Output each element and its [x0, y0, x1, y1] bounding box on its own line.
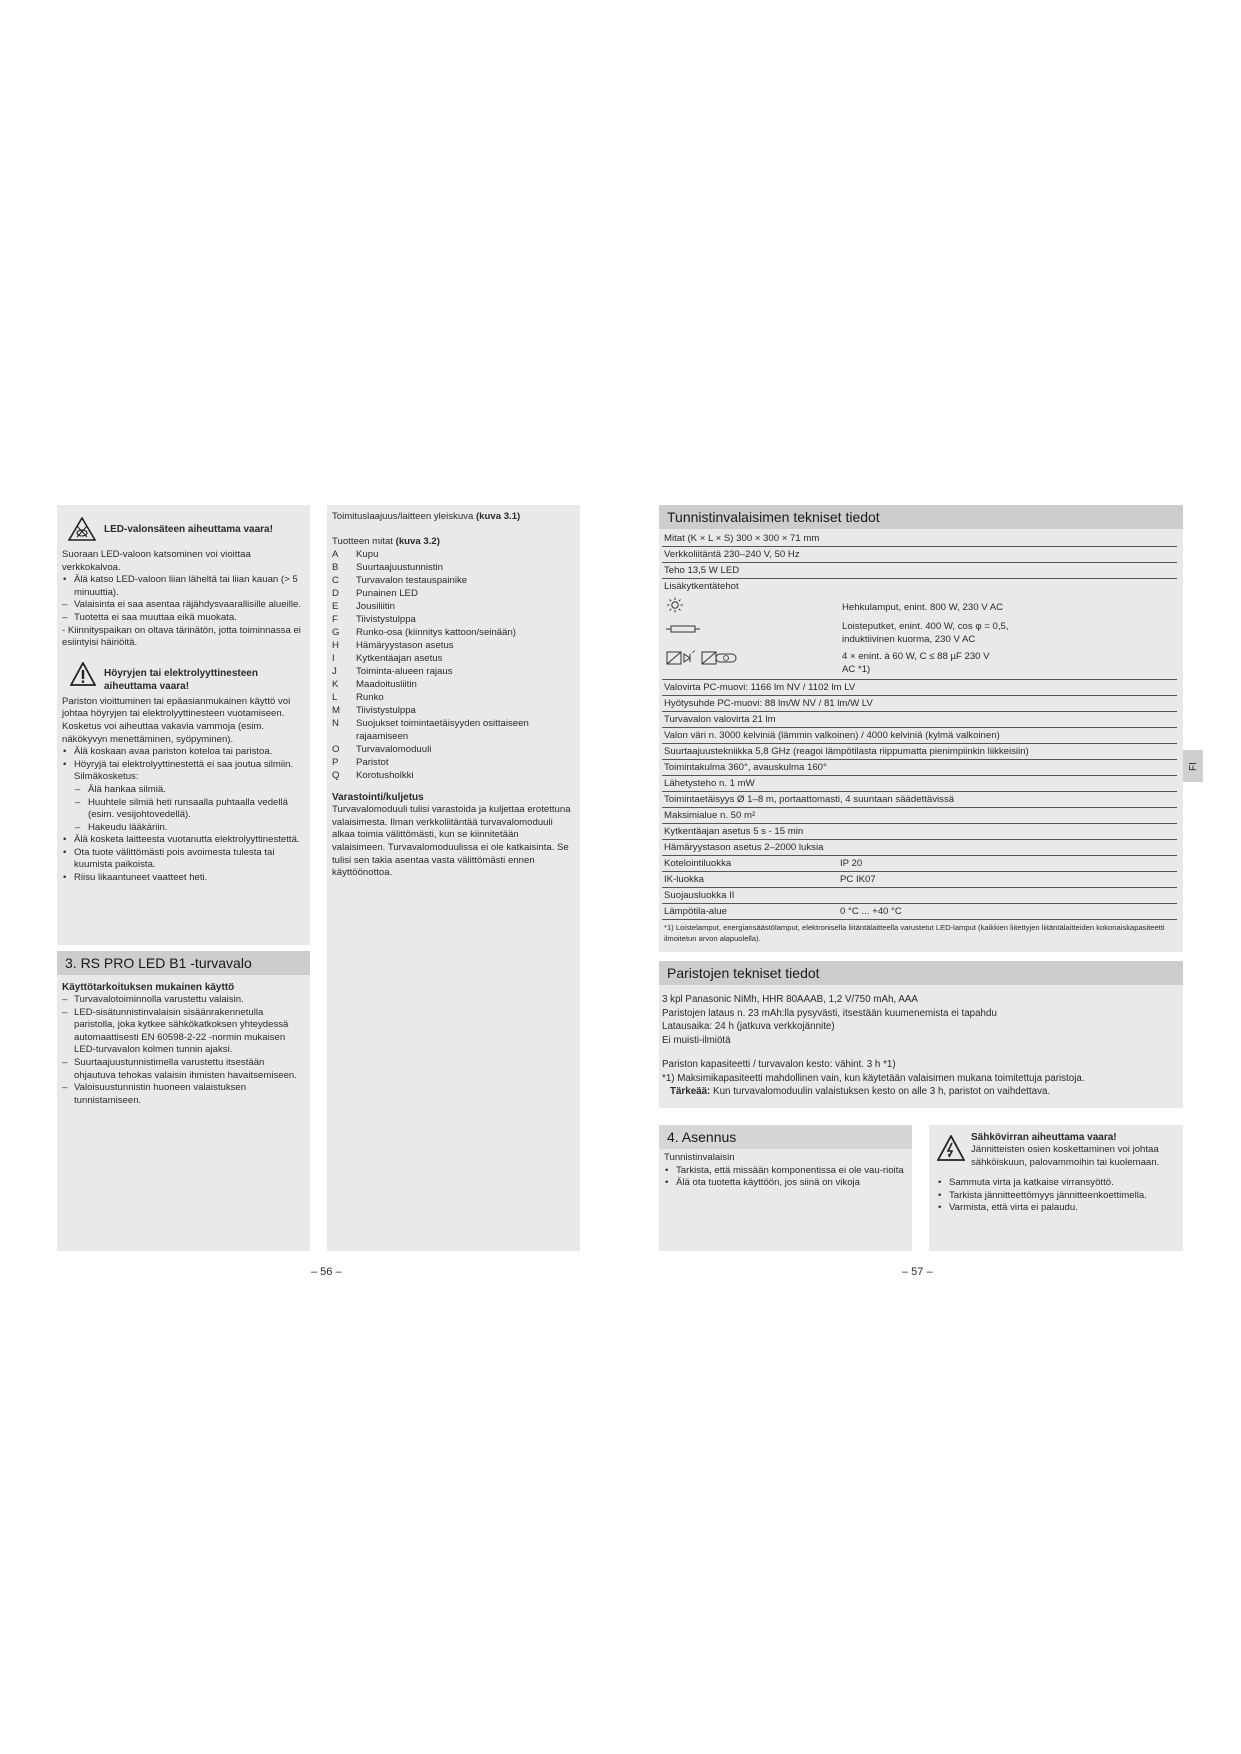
part-row [332, 639, 574, 652]
list-item: • Sammuta virta ja katkaise virransyöttö. [937, 1177, 1177, 1190]
spec-row: Mitat (K × L × S) 300 × 300 × 71 mm [662, 531, 1177, 547]
list-item: – Älä hankaa silmiä. [62, 784, 304, 797]
list-item: • Älä ota tuotetta käyttöön, jos siinä on vikoja [664, 1177, 906, 1190]
part-row [332, 613, 574, 626]
section3-dashes [62, 994, 304, 1107]
part-letter: Q [332, 770, 340, 782]
part-letter: M [332, 705, 340, 717]
spec-row: Turvavalon valovirta 21 lm [662, 712, 1177, 728]
spec-row: Hämäryystason asetus 2–2000 luksia [662, 840, 1177, 856]
led-warning-intro: Suoraan LED-valoon katsominen voi vioittaa verkkokalvoa. [62, 549, 251, 573]
scope-line-1: Toimituslaajuus/laitteen yleiskuva (kuva 3.1) [332, 511, 521, 522]
part-letter: D [332, 588, 339, 600]
part-row [332, 769, 574, 782]
led-warning-heading [62, 517, 304, 541]
list-item: – Suurtaajuustunnistimella varustettu itsestään ohjautuva tehokas valaisin ihmisten havaitsemiseen. [62, 1057, 304, 1082]
part-label: Paristot [356, 757, 389, 769]
electric-warning-bullets [937, 1177, 1177, 1215]
part-row [332, 574, 574, 587]
list-item: • Ota tuote välittömästi pois avoimesta tulesta tai kuumista paikoista. [62, 847, 304, 872]
part-label: Tiivistystulppa [356, 614, 416, 626]
battery-warning-subdashes [62, 784, 304, 834]
electric-warning-text: Jännitteisten osien koskettaminen voi johtaa sähköiskuun, palovammoihin tai kuolemaan. [971, 1144, 1160, 1168]
list-item: • Tarkista, että missään komponentissa ei ole vau-rioita [664, 1165, 906, 1178]
spec-rows-pairs [662, 856, 1177, 920]
list-item: • Älä kosketa laitteesta vuotanutta elektrolyyttinestettä. [62, 834, 304, 847]
part-label: Suurtaajuustunnistin [356, 562, 443, 574]
battery-important: Tärkeää: Kun turvavalomoduulin valaistuksen kesto on alle 3 h, paristot on vaihdettava. [670, 1086, 1051, 1097]
spec-row: Valovirta PC-muovi: 1166 lm NV / 1102 lm LV [662, 680, 1177, 696]
spec-row: Teho 13,5 W LED [662, 563, 1177, 579]
warning-triangle-icon [70, 662, 96, 686]
battery-capacity: Pariston kapasiteetti / turvavalon kesto: vähint. 3 h *1) [662, 1059, 896, 1070]
battery-warning-heading [62, 662, 304, 693]
battery-warning-intro: Pariston vioittuminen tai epäasianmukainen käyttö voi johtaa höyryjen tai elektrolyyttinesteen vuotamiseen. Kosketus voi aiheuttaa vakavia vammoja (esim. näkökyvyn menettäminen, syöpyminen). [62, 695, 291, 745]
section4-bullets [664, 1165, 906, 1190]
spec-row: Verkkoliitäntä 230–240 V, 50 Hz [662, 547, 1177, 563]
list-item: • Riisu likaantuneet vaatteet heti. [62, 872, 304, 885]
list-item: – Huuhtele silmiä heti runsaalla puhtaalla vedellä (esim. vesijohtovedellä). [62, 797, 304, 822]
part-label: Runko-osa (kiinnitys kattoon/seinään) [356, 627, 516, 639]
spec-value: 0 °C ... +40 °C [840, 906, 902, 917]
battery-line: Ei muisti-ilmiötä [662, 1034, 731, 1046]
battery-warning-bullets-a [62, 746, 304, 784]
battery-line: Latausaika: 24 h (jatkuva verkkojännite) [662, 1021, 835, 1032]
part-row [332, 561, 574, 574]
spec-rows-mid [662, 680, 1177, 856]
page-number-right: – 57 – [902, 1266, 933, 1278]
led-ballast-icon [666, 650, 738, 666]
part-label: Hämäryystason asetus [356, 640, 454, 652]
part-letter: K [332, 679, 339, 691]
part-row [332, 600, 574, 613]
part-label: Turvavalomoduuli [356, 744, 432, 756]
led-warning-dashes [62, 599, 304, 624]
spec-row: Lähetysteho n. 1 mW [662, 776, 1177, 792]
part-letter: J [332, 666, 337, 678]
battery-specs-title: Paristojen tekniset tiedot [659, 961, 1183, 985]
part-label: Tiivistystulppa [356, 705, 416, 717]
list-item: – Valaisinta ei saa asentaa räjähdysvaarallisille alueille. [62, 599, 304, 612]
load-incandescent: Hehkulamput, enint. 800 W, 230 V AC [842, 601, 1004, 613]
part-letter: B [332, 562, 339, 574]
part-label: Suojukset toimintaetäisyyden osittaiseen rajaamiseen [356, 718, 529, 743]
list-item: – Tuotetta ei saa muuttaa eikä muokata. [62, 612, 304, 625]
storage-text: Turvavalomoduuli tulisi varastoida ja kuljettaa erotettuna valaisimesta. Ilman verkkoliitäntää turvavalomoduuli alkaa toimia välittömästi, kun se kiinnitetään valaisimeen. Turvavalomoduulissa ei ole katkaisinta. Se tulisi sen takia asentaa vasta välittömästi ennen käyttöönottoa. [332, 804, 571, 879]
load-types [662, 594, 1177, 680]
fluorescent-tube-icon [666, 624, 700, 634]
list-item: – LED-sisätunnistinvalaisin sisäänrakennetulla paristolla, joka kytkee sähkökatkoksen yhteydessä automaattisesti EN 60598-2-22 -normin mukaisen LED-turvavalon kolmen tunnin ajaksi. [62, 1007, 304, 1057]
spec-row: Toimintakulma 360°, avauskulma 160° [662, 760, 1177, 776]
part-letter: C [332, 575, 339, 587]
warnings-panel [57, 505, 310, 945]
section4-subtitle: Tunnistinvalaisin [664, 1152, 735, 1163]
incandescent-lamp-icon [666, 597, 684, 613]
spec-row [662, 872, 1177, 888]
spec-row: Toimintaetäisyys Ø 1–8 m, portaattomasti, 4 suuntaan säädettävissä [662, 792, 1177, 808]
electric-warning-panel [929, 1125, 1183, 1251]
part-row [332, 678, 574, 691]
part-label: Runko [356, 692, 384, 704]
section3-title: 3. RS PRO LED B1 -turvavalo [57, 951, 310, 975]
spec-key: IK-luokka [664, 874, 704, 885]
led-warning-bullets [62, 574, 304, 599]
part-label: Jousiliitin [356, 601, 395, 613]
spec-row: Hyötysuhde PC-muovi: 88 lm/W NV / 81 lm/W LV [662, 696, 1177, 712]
part-label: Kupu [356, 549, 379, 561]
part-letter: A [332, 549, 339, 561]
part-letter: O [332, 744, 340, 756]
list-item: • Älä katso LED-valoon liian läheltä tai liian kauan (> 5 minuuttia). [62, 574, 304, 599]
spec-value: IP 20 [840, 858, 863, 869]
part-row [332, 548, 574, 561]
part-row [332, 704, 574, 717]
list-item: – Hakeudu lääkäriin. [62, 822, 304, 835]
sensor-footnote: *1) Loistelamput, energiansäästölamput, elektronisella liitäntälaitteella varustetut LED-lamput (kaikkien liitettyjen liitäntälaitteiden kokonaiskapasiteetti ilmoitetun arvon alapuolella). [664, 923, 1165, 943]
list-item: • Älä koskaan avaa pariston koteloa tai paristoa. [62, 746, 304, 759]
section4-title: 4. Asennus [659, 1125, 912, 1149]
part-row [332, 587, 574, 600]
load-fluorescent: Loisteputket, enint. 400 W, cos φ = 0,5, induktiivinen kuorma, 230 V AC [842, 621, 1009, 645]
spec-value: PC IK07 [840, 874, 876, 885]
led-warning-extra: - Kiinnityspaikan on oltava tärinätön, jotta toiminnassa ei esiintyisi häiriöitä. [62, 624, 301, 649]
spec-row: Kytkentäajan asetus 5 s - 15 min [662, 824, 1177, 840]
section3-panel [57, 951, 310, 1251]
spec-key: Kotelointiluokka [664, 858, 732, 869]
part-letter: H [332, 640, 339, 652]
battery-note: *1) Maksimikapasiteetti mahdollinen vain, kun käytetään valaisimen mukana toimitettuja paristoja. [662, 1072, 1085, 1084]
sensor-spec-table [659, 529, 1183, 944]
part-letter: L [332, 692, 338, 704]
electric-hazard-icon [937, 1135, 965, 1161]
parts-list [332, 548, 574, 782]
spec-key: Lämpötila-alue [664, 906, 727, 917]
part-letter: P [332, 757, 339, 769]
storage-title: Varastointi/kuljetus [332, 792, 424, 804]
spec-row [662, 856, 1177, 872]
battery-line: Paristojen lataus n. 23 mAh:lla pysyvästi, itsestään kuumenemista ei tapahdu [662, 1007, 997, 1019]
list-item: • Höyryjä tai elektrolyyttinestettä ei saa joutua silmiin. Silmäkosketus: [62, 759, 304, 784]
part-row [332, 626, 574, 639]
page-number-left: – 56 – [311, 1266, 342, 1278]
part-letter: N [332, 718, 339, 730]
part-row [332, 691, 574, 704]
battery-line: 3 kpl Panasonic NiMh, HHR 80AAAB, 1,2 V/750 mAh, AAA [662, 994, 918, 1005]
part-letter: G [332, 627, 340, 639]
part-label: Maadoitusliitin [356, 679, 417, 691]
sensor-specs-panel [659, 505, 1183, 952]
section3-subhead: Käyttötarkoituksen mukainen käyttö [62, 982, 235, 993]
language-tab: FI [1183, 750, 1203, 782]
spec-row: Maksimialue n. 50 m² [662, 808, 1177, 824]
led-warning-title: LED-valonsäteen aiheuttama vaara! [104, 524, 273, 535]
part-label: Kytkentäajan asetus [356, 653, 443, 665]
led-eye-warning-icon [68, 517, 96, 541]
part-letter: E [332, 601, 339, 613]
scope-panel [327, 505, 580, 1251]
part-row [332, 665, 574, 678]
list-item: – Valoisuustunnistin huoneen valaistuksen tunnistamiseen. [62, 1082, 304, 1107]
spec-row: Lisäkytkentätehot [664, 581, 739, 592]
part-row [332, 717, 574, 743]
spec-row: Suurtaajuustekniikka 5,8 GHz (reagoi lämpötilasta riippumatta pienimpiinkin liikkeisiin) [662, 744, 1177, 760]
spec-row [662, 888, 1177, 904]
spec-key: Suojausluokka II [664, 890, 735, 901]
part-label: Punainen LED [356, 588, 418, 600]
part-letter: F [332, 614, 338, 626]
spec-row: Valon väri n. 3000 kelviniä (lämmin valkoinen) / 4000 kelviniä (kylmä valkoinen) [662, 728, 1177, 744]
section4-panel [659, 1125, 912, 1251]
list-item: • Varmista, että virta ei palaudu. [937, 1202, 1177, 1215]
list-item: • Tarkista jännitteettömyys jännitteenkoettimella. [937, 1190, 1177, 1203]
battery-warning-title: Höyryjen tai elektrolyyttinesteen aiheuttama vaara! [104, 667, 258, 692]
list-item: – Turvavalotoiminnolla varustettu valaisin. [62, 994, 304, 1007]
part-label: Korotusholkki [356, 770, 414, 782]
part-letter: I [332, 653, 335, 665]
scope-line-2: Tuotteen mitat (kuva 3.2) [332, 535, 440, 547]
part-row [332, 756, 574, 769]
part-label: Turvavalon testauspainike [356, 575, 468, 587]
part-label: Toiminta-alueen rajaus [356, 666, 453, 678]
spec-row [662, 904, 1177, 920]
electric-warning-title: Sähkövirran aiheuttama vaara! [971, 1132, 1117, 1143]
sensor-specs-title: Tunnistinvalaisimen tekniset tiedot [659, 505, 1183, 529]
battery-specs-panel [659, 961, 1183, 1108]
part-row [332, 652, 574, 665]
battery-warning-bullets-b [62, 834, 304, 884]
part-row [332, 743, 574, 756]
load-led: 4 × enint. à 60 W, C ≤ 88 µF 230 V AC *1) [842, 651, 990, 675]
